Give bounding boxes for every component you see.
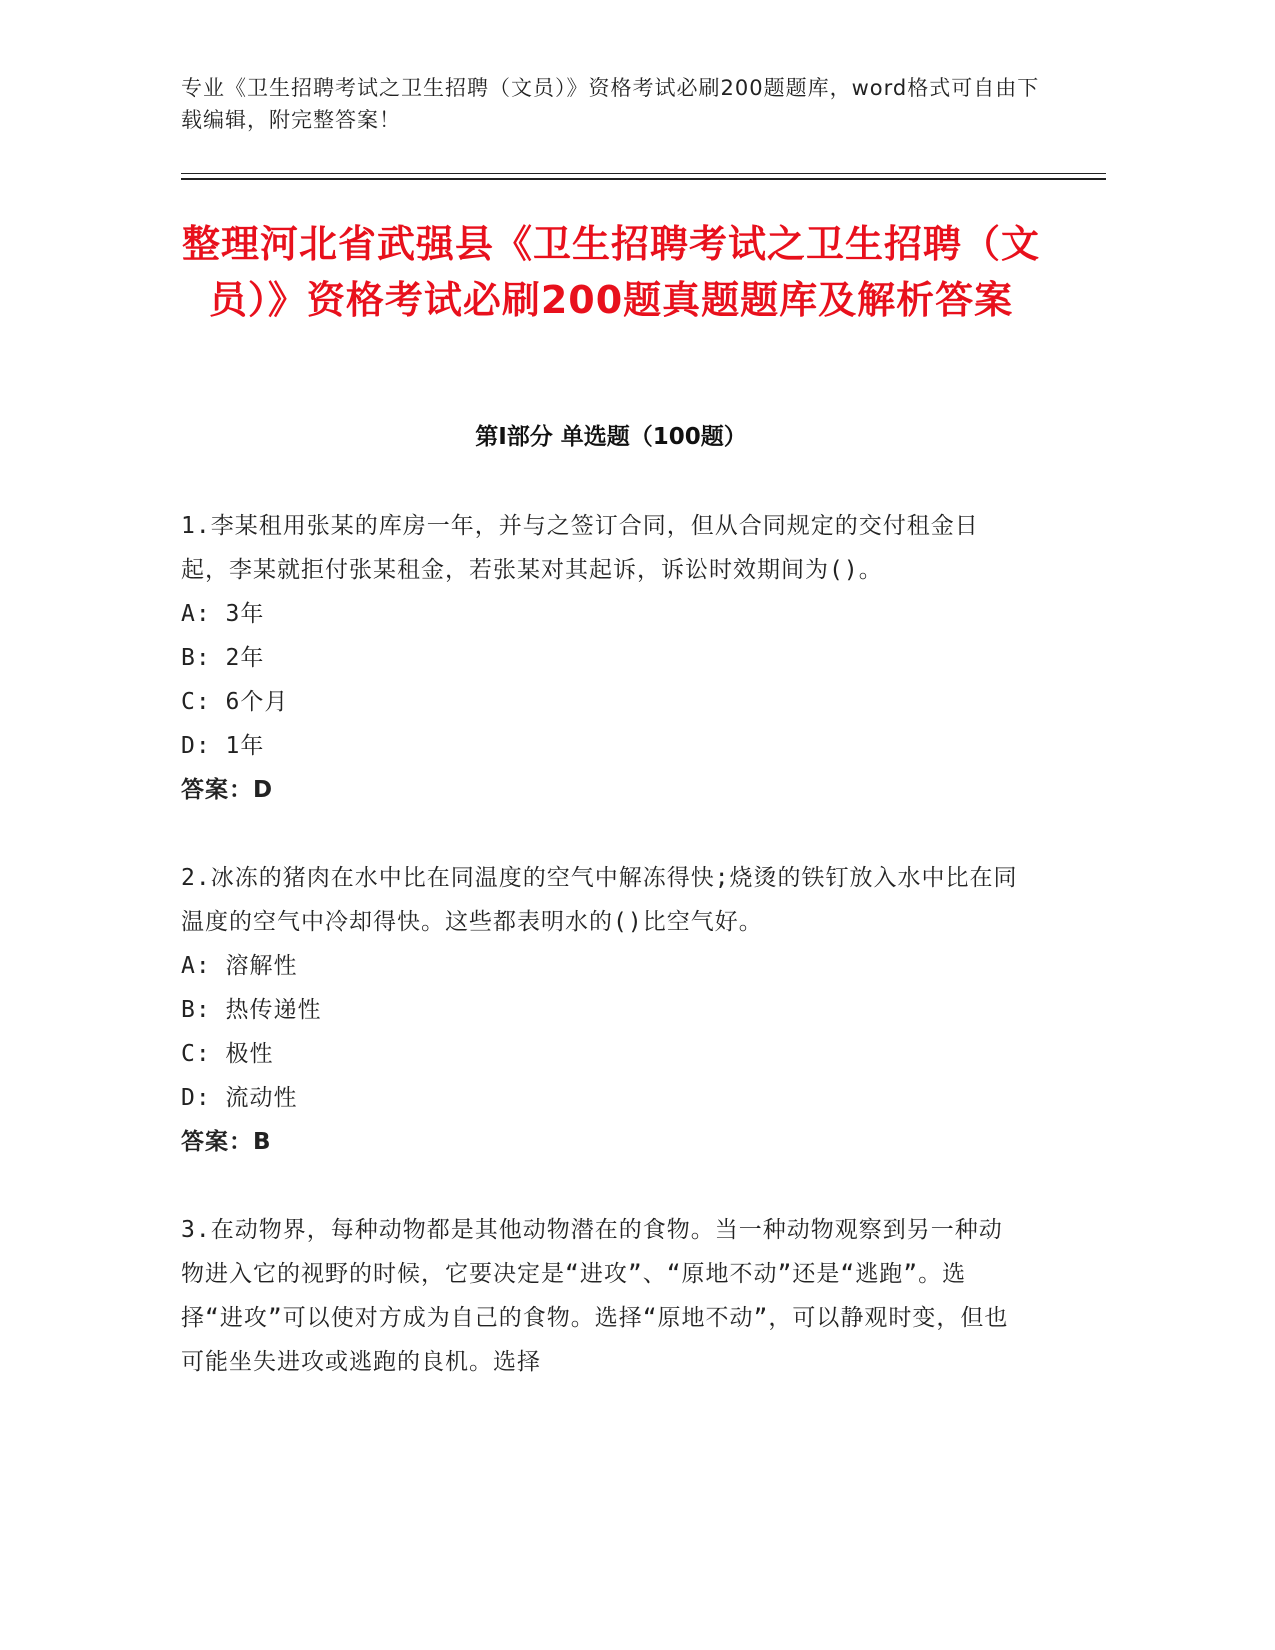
- header-note: 专业《卫生招聘考试之卫生招聘（文员）》资格考试必刷200题题库，word格式可自由下载编辑，附完整答案！: [181, 76, 1040, 132]
- header-divider: [181, 173, 1106, 174]
- option-d: D: 流动性: [181, 1085, 298, 1111]
- question-stem: 1.李某租用张某的库房一年，并与之签订合同，但从合同规定的交付租金日起，李某就拒付张某租金，若张某对其起诉，诉讼时效期间为()。: [181, 513, 979, 583]
- option-b: B: 2年: [181, 645, 265, 671]
- question-list: [181, 504, 1023, 1384]
- answer-line: 答案：D: [181, 777, 274, 803]
- section-heading: 第I部分 单选题（100题）: [475, 424, 747, 450]
- question-stem: 3.在动物界，每种动物都是其他动物潜在的食物。当一种动物观察到另一种动物进入它的视野的时候，它要决定是“进攻”、“原地不动”还是“逃跑”。选择“进攻”可以使对方成为自己的食物。选择“原地不动”，可以静观时变，但也可能坐失进攻或逃跑的良机。选择: [181, 1217, 1009, 1375]
- header-divider-thick: [181, 178, 1106, 180]
- option-b: B: 热传递性: [181, 997, 322, 1023]
- question-3: [181, 1208, 1023, 1384]
- question-stem: 2.冰冻的猪肉在水中比在同温度的空气中解冻得快;烧烫的铁钉放入水中比在同温度的空气中冷却得快。这些都表明水的()比空气好。: [181, 865, 1018, 935]
- question-1: [181, 504, 1023, 812]
- document-title: 整理河北省武强县《卫生招聘考试之卫生招聘（文员）》资格考试必刷200题真题题库及解析答案: [181, 222, 1040, 322]
- option-a: A: 3年: [181, 601, 265, 627]
- option-d: D: 1年: [181, 733, 265, 759]
- option-c: C: 6个月: [181, 689, 289, 715]
- option-c: C: 极性: [181, 1041, 274, 1067]
- question-2: [181, 856, 1023, 1164]
- answer-line: 答案：B: [181, 1129, 272, 1155]
- option-a: A: 溶解性: [181, 953, 298, 979]
